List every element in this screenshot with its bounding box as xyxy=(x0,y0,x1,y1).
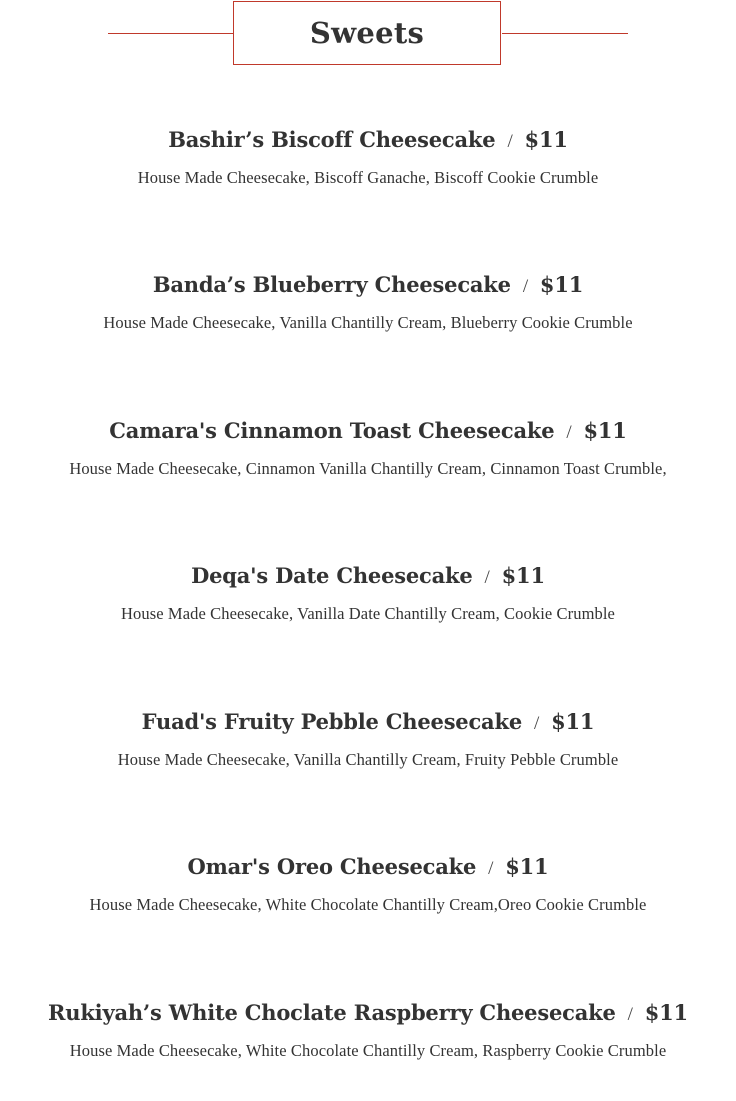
item-price: $11 xyxy=(583,418,627,443)
section-title: Sweets xyxy=(309,16,425,50)
menu-item-fuads-fruity-pebble-cheesecake xyxy=(0,708,736,770)
menu-item-omars-oreo-cheesecake xyxy=(0,853,736,915)
item-description: House Made Cheesecake, Biscoff Ganache, Biscoff Cookie Crumble xyxy=(137,168,599,187)
item-name: Omar's Oreo Cheesecake xyxy=(187,854,477,879)
item-heading xyxy=(0,126,736,156)
item-heading xyxy=(0,708,736,738)
item-name: Rukiyah’s White Choclate Raspberry Cheesecake xyxy=(48,1000,616,1025)
price-separator: / xyxy=(522,276,528,297)
price-separator: / xyxy=(566,422,572,443)
item-description: House Made Cheesecake, White Chocolate Chantilly Cream, Raspberry Cookie Crumble xyxy=(69,1041,667,1060)
item-price: $11 xyxy=(539,272,584,297)
item-heading xyxy=(0,417,736,447)
item-heading xyxy=(0,999,736,1029)
menu-item-camaras-cinnamon-toast-cheesecake xyxy=(0,417,736,479)
menu-item-bandas-blueberry-cheesecake xyxy=(0,271,736,333)
section-header xyxy=(0,0,736,68)
item-heading xyxy=(0,271,736,301)
header-rule-left xyxy=(108,33,234,34)
item-name: Banda’s Blueberry Cheesecake xyxy=(152,272,511,297)
item-price: $11 xyxy=(505,854,549,879)
item-price: $11 xyxy=(644,1000,688,1025)
price-separator: / xyxy=(627,1004,633,1025)
item-description: House Made Cheesecake, Vanilla Chantilly Cream, Blueberry Cookie Crumble xyxy=(103,313,633,332)
menu-item-deqas-date-cheesecake xyxy=(0,562,736,624)
header-rule-right xyxy=(502,33,628,34)
item-price: $11 xyxy=(524,127,568,152)
price-separator: / xyxy=(488,858,494,879)
item-name: Bashir’s Biscoff Cheesecake xyxy=(168,127,496,152)
item-description: House Made Cheesecake, White Chocolate Chantilly Cream,Oreo Cookie Crumble xyxy=(89,895,647,914)
item-description: House Made Cheesecake, Vanilla Date Chantilly Cream, Cookie Crumble xyxy=(121,604,615,623)
menu-item-bashirs-biscoff-cheesecake xyxy=(0,126,736,188)
menu-item-rukiyahs-white-choclate-raspberry-cheesecake xyxy=(0,999,736,1061)
item-price: $11 xyxy=(501,563,545,588)
item-name: Camara's Cinnamon Toast Cheesecake xyxy=(109,418,555,443)
item-name: Deqa's Date Cheesecake xyxy=(191,563,473,588)
price-separator: / xyxy=(533,713,540,734)
price-separator: / xyxy=(484,567,490,588)
item-price: $11 xyxy=(551,709,595,734)
item-description: House Made Cheesecake, Cinnamon Vanilla Chantilly Cream, Cinnamon Toast Crumble, xyxy=(69,459,667,478)
item-heading xyxy=(0,853,736,883)
item-heading xyxy=(0,562,736,592)
price-separator: / xyxy=(507,131,513,152)
section-title-box xyxy=(233,1,501,65)
item-description: House Made Cheesecake, Vanilla Chantilly Cream, Fruity Pebble Crumble xyxy=(117,750,619,769)
item-name: Fuad's Fruity Pebble Cheesecake xyxy=(141,709,522,734)
